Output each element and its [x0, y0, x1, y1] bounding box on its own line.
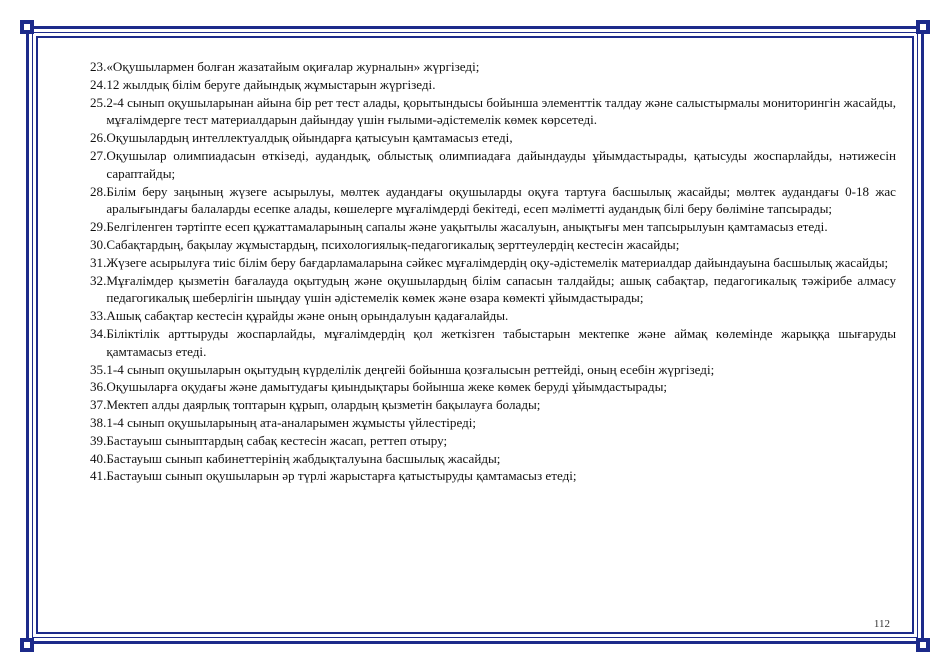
- corner-ornament-bottom-left: [20, 638, 34, 652]
- list-item-number: 41.: [90, 468, 107, 484]
- list-item-text: Оқушылар олимпиадасын өткізеді, аудандық, облыстық олимпиадаға дайындауды ұйымдастырады, қатысуды жоспарлайды, нәтижесін сараптайды;: [106, 147, 896, 181]
- list-item: [90, 396, 896, 414]
- list-item: [90, 183, 896, 219]
- list-item: [90, 432, 896, 450]
- list-item-text: Бастауыш сынып оқушыларын әр түрлі жарыстарға қатыстыруды қамтамасыз етеді;: [106, 468, 577, 484]
- list-item-text: 12 жылдық білім беруге дайындық жұмыстарын жүргізеді.: [106, 76, 436, 92]
- list-item-text: 2-4 сынып оқушыларынан айына бір рет тест алады, қорытындысы бойынша элементтік талдау және салыстырмалы мониторингін жасайды, мұғалімдерге тест материалдарын дайындау үшін ғылыми-әдістемелік көмек көрсетеді.: [106, 94, 896, 128]
- list-item: [90, 58, 896, 76]
- list-item-number: 31.: [90, 254, 107, 270]
- list-item-number: 25.: [90, 94, 107, 110]
- list-item: [90, 378, 896, 396]
- list-item-text: Біліктілік арттыруды жоспарлайды, мұғалімдердің қол жеткізген табыстарын мектепке және аймақ көлемінде жарыққа шығаруды қамтамасыз етеді.: [106, 325, 896, 359]
- list-item-text: Мектеп алды даярлық топтарын құрып, олардың қызметін бақылауға болады;: [106, 397, 541, 413]
- list-item: [90, 414, 896, 432]
- list-item: [90, 218, 896, 236]
- list-item-text: Бастауыш сыныптардың сабақ кестесін жасап, реттеп отыру;: [106, 432, 448, 448]
- list-item: [90, 272, 896, 308]
- list-item: [90, 254, 896, 272]
- list-item-text: Жүзеге асырылуға тиіс білім беру бағдарламаларына сәйкес мұғалімдердің оқу-әдістемелік материалдар дайындауына басшылық жасайды;: [106, 254, 889, 270]
- list-item-number: 28.: [90, 183, 107, 199]
- list-item: [90, 450, 896, 468]
- corner-ornament-top-right: [916, 20, 930, 34]
- list-item: [90, 236, 896, 254]
- list-item: [90, 467, 896, 485]
- corner-ornament-top-left: [20, 20, 34, 34]
- list-item: [90, 129, 896, 147]
- list-item: [90, 76, 896, 94]
- list-item: [90, 325, 896, 361]
- list-item-text: Бастауыш сынып кабинеттерінің жабдықталуына басшылық жасайды;: [106, 450, 501, 466]
- list-item: [90, 307, 896, 325]
- list-item-text: Мұғалімдер қызметін бағалауда оқытудың және оқушылардың білім сапасын талдайды; ашық сабақтар, педагогикалық тәжірибе алмасу педагогикалық шеберлігін шыңдау үшін әдістемелік көмек және өзара көмекті ұйымдастырады;: [106, 272, 896, 306]
- corner-ornament-bottom-right: [916, 638, 930, 652]
- list-item-number: 39.: [90, 432, 107, 448]
- page-number: 112: [873, 618, 890, 630]
- list-item-number: 29.: [90, 219, 107, 235]
- list-item-number: 32.: [90, 272, 107, 288]
- list-item-number: 24.: [90, 76, 107, 92]
- list-item-number: 35.: [90, 361, 107, 377]
- document-body: [90, 58, 896, 485]
- list-item-number: 23.: [90, 59, 107, 74]
- list-item-number: 27.: [90, 147, 107, 163]
- list-item: [90, 94, 896, 130]
- list-item-text: «Оқушылармен болған жазатайым оқиғалар журналын» жүргізеді;: [106, 59, 480, 74]
- list-item-text: 1-4 сынып оқушыларының ата-аналарымен жұмысты үйлестіреді;: [106, 414, 477, 430]
- list-item-number: 33.: [90, 308, 107, 324]
- list-item-text: Сабақтардың, бақылау жұмыстардың, психологиялық-педагогикалық зерттеулердің кестесін жасайды;: [106, 236, 680, 252]
- list-item-number: 37.: [90, 397, 107, 413]
- list-item-number: 38.: [90, 414, 107, 430]
- list-item-text: 1-4 сынып оқушыларын оқытудың күрделілік деңгейі бойынша қозғалысын реттейді, оның есебін жүргізеді;: [106, 361, 715, 377]
- list-item-text: Оқушыларға оқудағы және дамытудағы қиындықтары бойынша жеке көмек беруді ұйымдастырады;: [106, 379, 668, 395]
- list-item-number: 34.: [90, 325, 107, 341]
- list-item-number: 40.: [90, 450, 107, 466]
- list-item-text: Білім беру заңының жүзеге асырылуы, мөлтек аудандағы оқушыларды оқуға тартуға басшылық жасайды; мөлтек аудандағы 0-18 жас аралығындағы балаларды есепке алады, көшелерге мұғалімдерді бекітеді, есеп мәліметті аудандық білі беру бөліміне тапсырады;: [106, 183, 896, 217]
- list-item: [90, 147, 896, 183]
- list-item-text: Оқушылардың интеллектуалдық ойындарға қатысуын қамтамасыз етеді,: [106, 130, 513, 146]
- list-item: [90, 361, 896, 379]
- list-item-text: Белгіленген тәртіпте есеп құжаттамаларының сапалы және уақытылы жасалуын, анықтығы мен тапсырылуын қамтамасыз етеді.: [106, 219, 828, 235]
- list-item-number: 30.: [90, 236, 107, 252]
- list-item-number: 26.: [90, 130, 107, 146]
- list-item-text: Ашық сабақтар кестесін құрайды және оның орындалуын қадағалайды.: [106, 308, 509, 324]
- list-item-number: 36.: [90, 379, 107, 395]
